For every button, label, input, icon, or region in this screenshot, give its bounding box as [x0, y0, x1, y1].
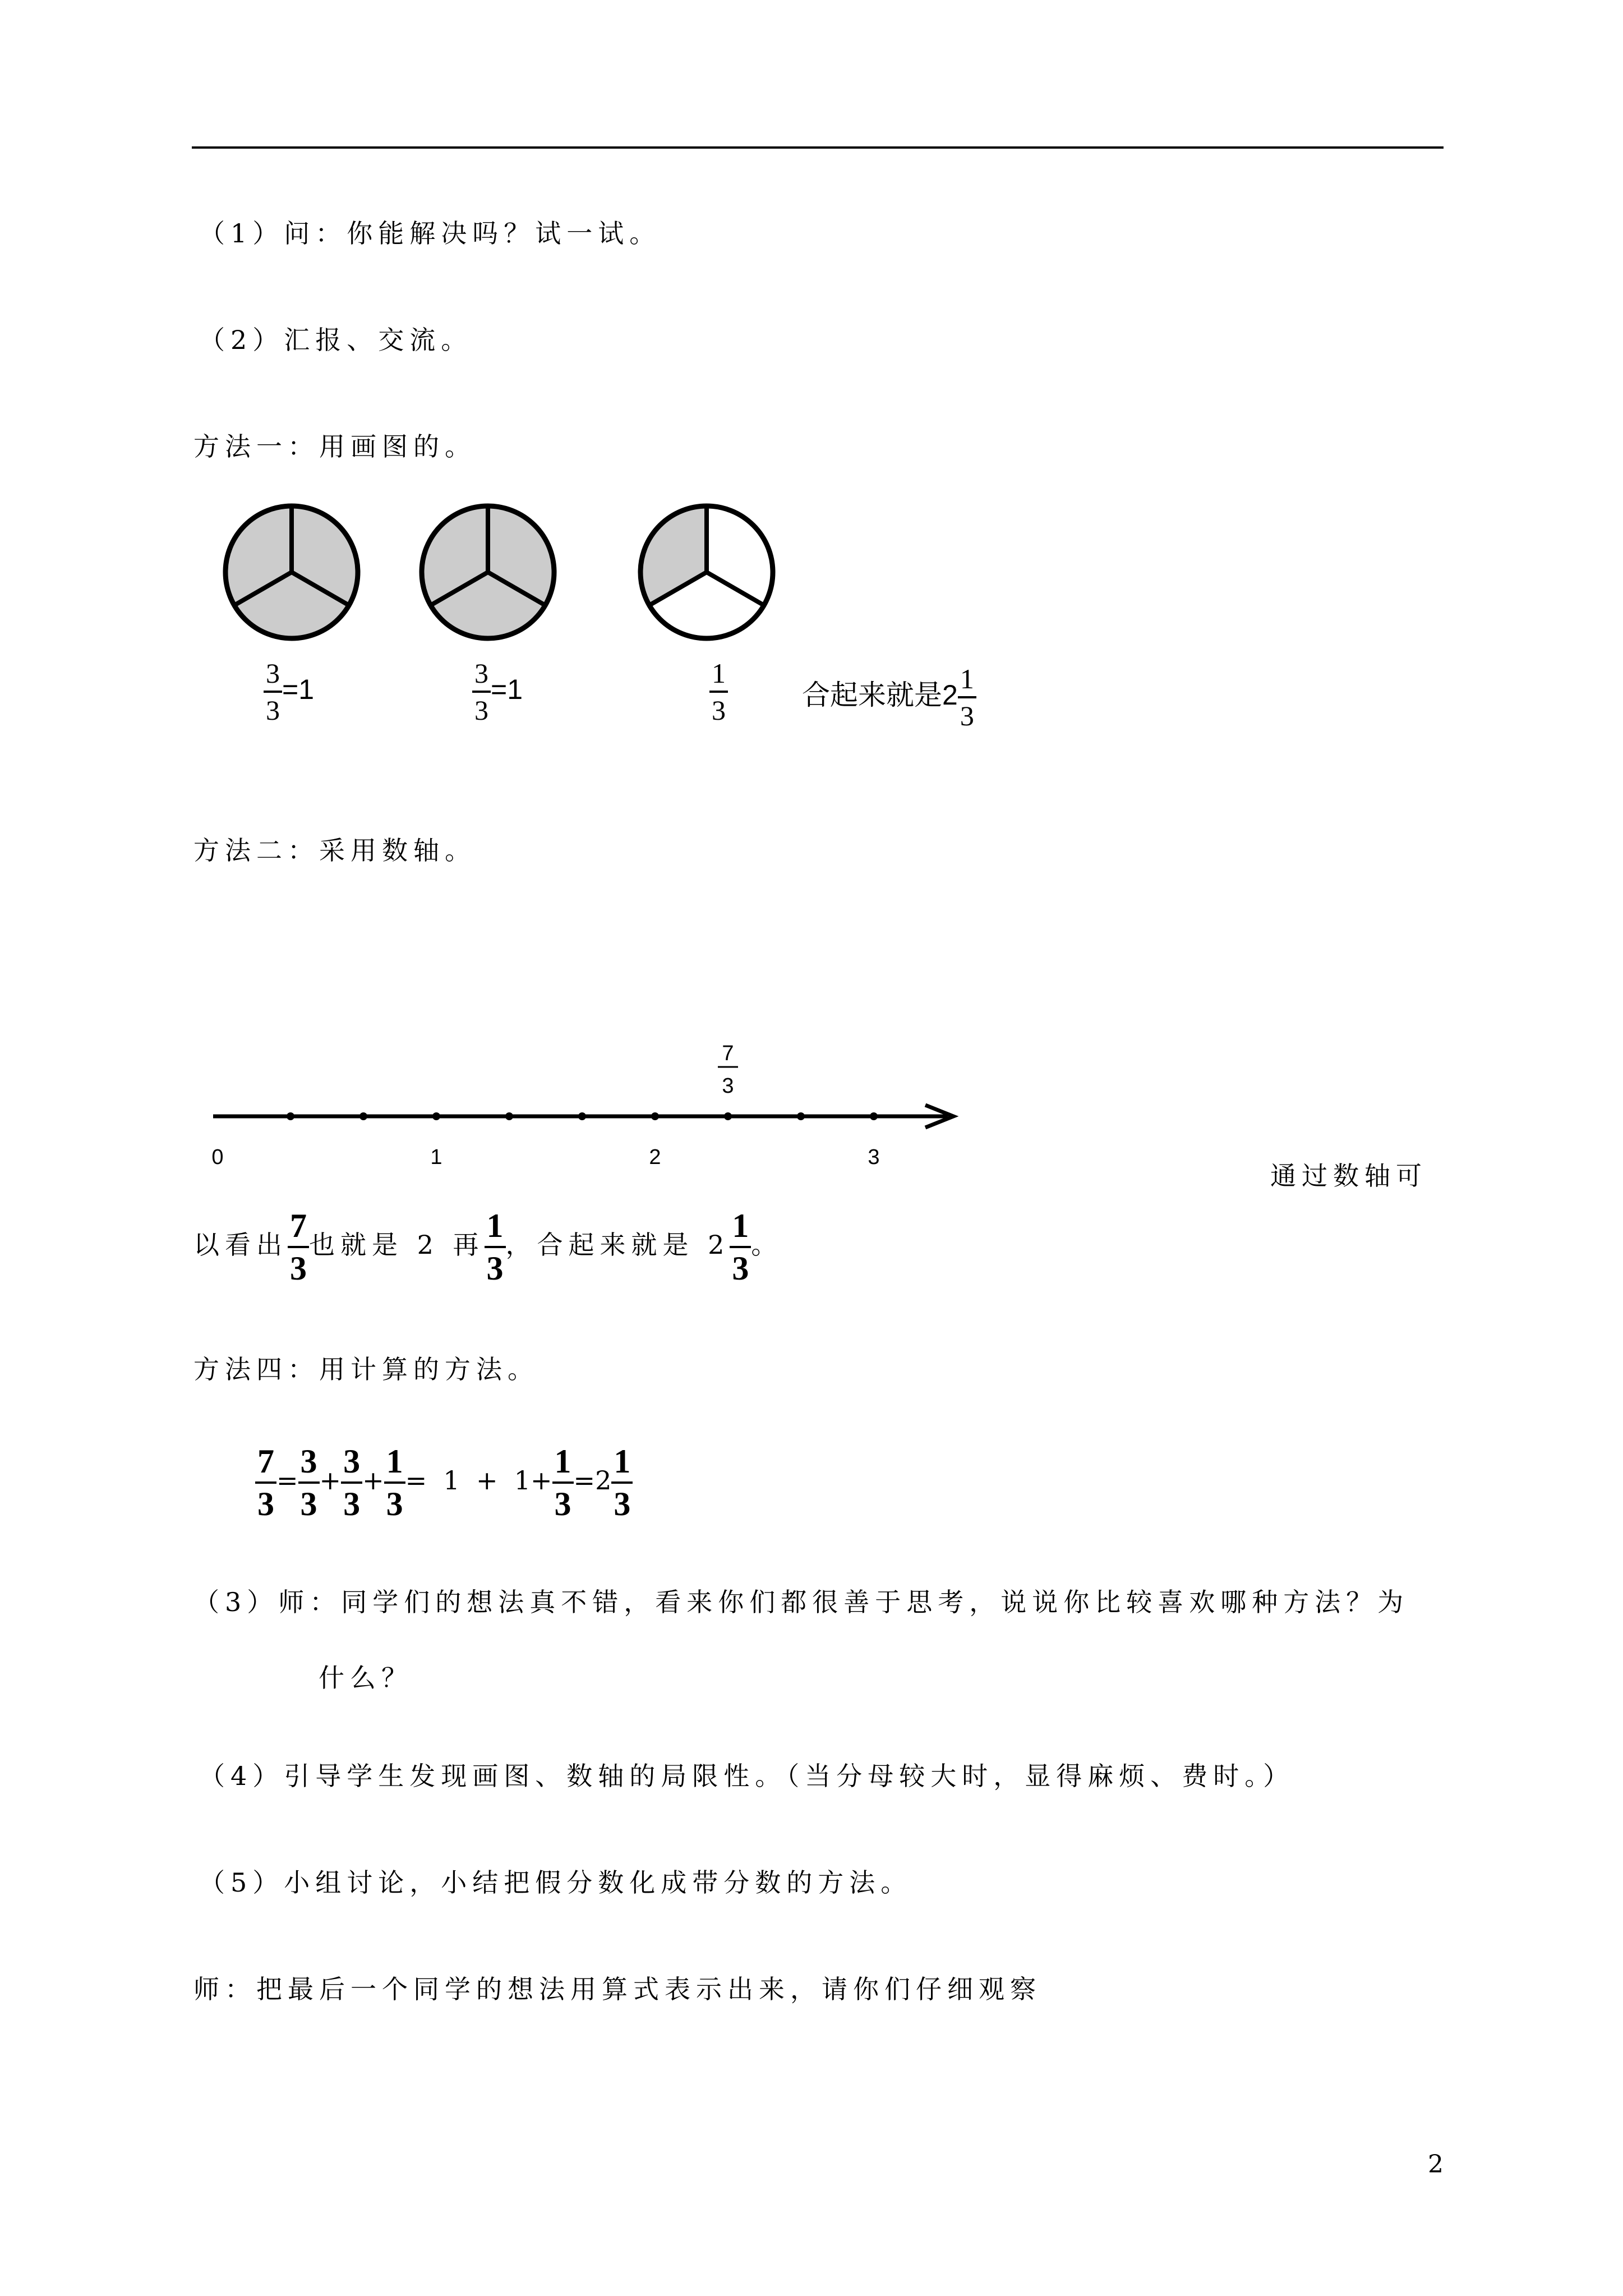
eq-frac-6-num: 1: [611, 1444, 633, 1484]
number-line-dot: [870, 1112, 878, 1120]
eq-sign-1: =: [276, 1465, 298, 1496]
eq-frac-4-den: 3: [386, 1485, 403, 1522]
number-line-dot: [797, 1112, 805, 1120]
question-2: （2）汇报、交流。: [199, 325, 473, 355]
header-rule: [192, 146, 1444, 149]
teacher-instruction: 师：把最后一个同学的想法用算式表示出来，请你们仔细观察: [193, 1974, 1041, 2004]
eq-middle: = 1 + 1+: [405, 1465, 552, 1496]
eq-plus-1: +: [319, 1465, 342, 1496]
circles-caption-num: 1: [958, 665, 976, 698]
number-line: [202, 1032, 976, 1178]
method-1-heading: 方法一：用画图的。: [193, 431, 476, 462]
numberline-note: 通过数轴可: [1270, 1161, 1427, 1191]
sentence-part-3: ，合起来就是 2: [505, 1230, 730, 1260]
circles-caption-text: 合起来就是2: [802, 679, 958, 711]
sentence-part-1: 以看出: [193, 1230, 288, 1260]
eq-frac-1-den: 3: [257, 1485, 274, 1522]
eq-frac-1-num: 7: [255, 1444, 276, 1484]
question-3: （3）师：同学们的想法真不错，看来你们都很善于思考，说说你比较喜欢哪种方法？为: [193, 1587, 1409, 1617]
page-number: 2: [1428, 2150, 1444, 2179]
sentence-part-4: 。: [751, 1230, 783, 1260]
number-line-dot: [651, 1112, 659, 1120]
circle-label-1-num: 3: [264, 659, 282, 693]
circle-label-1: [264, 659, 314, 724]
marker-num: 7: [722, 1042, 734, 1065]
eq-frac-2-den: 3: [300, 1485, 317, 1522]
circle-label-2: [472, 659, 523, 724]
eq-frac-2-num: 3: [298, 1444, 320, 1484]
question-4: （4）引导学生发现画图、数轴的局限性。（当分母较大时，显得麻烦、费时。）: [199, 1761, 1295, 1791]
question-5: （5）小组讨论，小结把假分数化成带分数的方法。: [199, 1867, 912, 1898]
eq-plus-2: +: [362, 1465, 384, 1496]
sentence-frac-3-num: 1: [730, 1209, 751, 1248]
circle-label-2-suffix: =1: [491, 674, 523, 706]
sentence-frac-3-den: 3: [732, 1250, 749, 1287]
circle-label-2-den: 3: [474, 694, 488, 726]
eq-frac-5-num: 1: [552, 1444, 574, 1484]
number-line-dot: [287, 1112, 294, 1120]
circle-label-2-num: 3: [472, 659, 491, 693]
sentence-frac-1-num: 7: [288, 1209, 309, 1248]
tick-0: 0: [211, 1145, 224, 1169]
marker-den: 3: [722, 1074, 734, 1098]
circle-diagrams: [213, 494, 796, 651]
sentence-part-2: 也就是 2 再: [309, 1230, 485, 1260]
number-line-dot: [505, 1112, 513, 1120]
circle-label-1-suffix: =1: [282, 674, 315, 706]
eq-frac-3-num: 3: [341, 1444, 362, 1484]
tick-2: 2: [649, 1145, 661, 1169]
computation-equation: [255, 1444, 633, 1521]
number-line-dot: [432, 1112, 440, 1120]
number-line-dot: [724, 1112, 732, 1120]
circle-label-3-den: 3: [712, 694, 726, 726]
sentence-frac-2-num: 1: [485, 1209, 506, 1248]
tick-3: 3: [868, 1145, 880, 1169]
question-3-continued: 什么？: [319, 1663, 413, 1693]
circle-label-3: [709, 659, 728, 724]
circles-caption: [802, 665, 976, 730]
number-line-dot: [359, 1112, 367, 1120]
eq-frac-6-den: 3: [614, 1485, 631, 1522]
circles-caption-den: 3: [960, 700, 974, 731]
circle-label-1-den: 3: [266, 694, 280, 726]
numberline-conclusion: [193, 1209, 782, 1285]
circle-label-3-num: 1: [709, 659, 728, 693]
method-4-heading: 方法四：用计算的方法。: [193, 1354, 539, 1384]
eq-frac-3-den: 3: [343, 1485, 361, 1522]
eq-sign-2: =2: [573, 1465, 612, 1496]
tick-1: 1: [430, 1145, 442, 1169]
method-2-heading: 方法二：采用数轴。: [193, 835, 476, 866]
sentence-frac-1-den: 3: [290, 1250, 307, 1287]
question-1: （1）问：你能解决吗？试一试。: [199, 218, 661, 249]
eq-frac-4-num: 1: [384, 1444, 405, 1484]
sentence-frac-2-den: 3: [486, 1250, 504, 1287]
number-line-dot: [578, 1112, 586, 1120]
eq-frac-5-den: 3: [554, 1485, 571, 1522]
